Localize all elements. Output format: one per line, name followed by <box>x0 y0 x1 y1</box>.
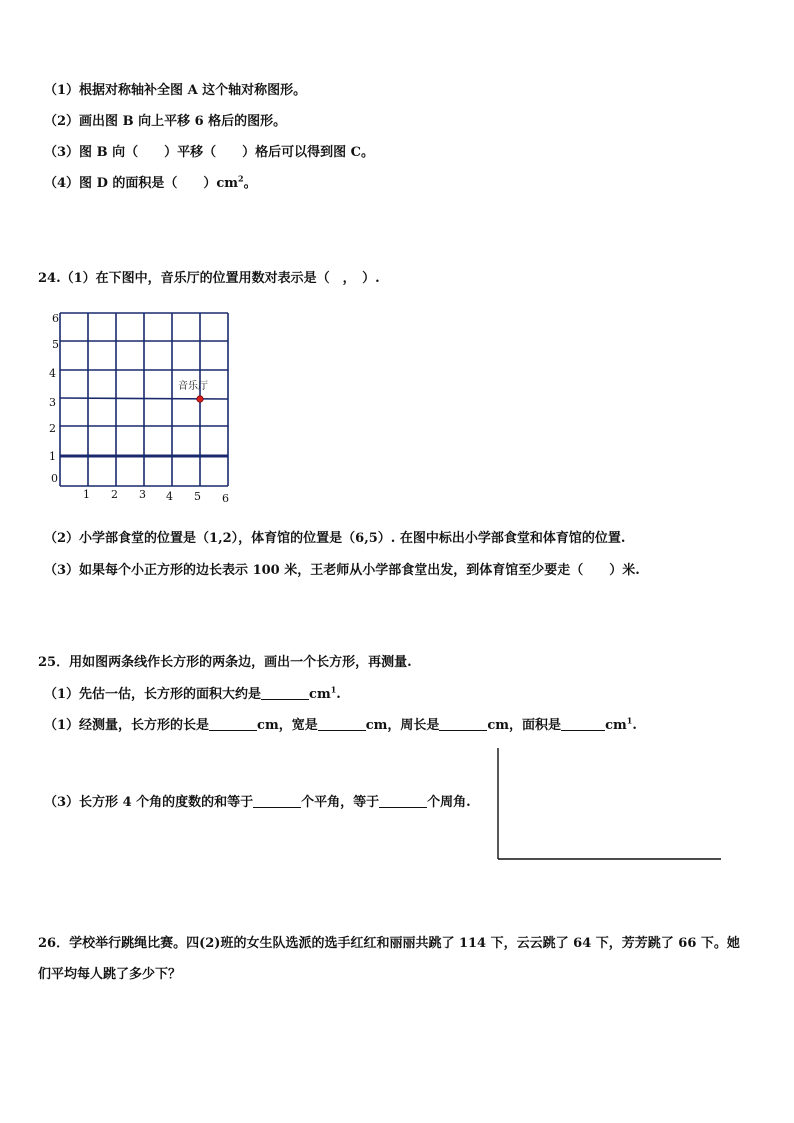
q25-part2 <box>44 717 637 735</box>
answer-blank-full-angles[interactable] <box>379 794 427 808</box>
q25-part3 <box>44 794 471 812</box>
q25-part1 <box>44 686 341 704</box>
concert-hall-point <box>197 396 203 402</box>
y-tick-2: 2 <box>49 422 56 435</box>
y-tick-1: 1 <box>49 450 56 463</box>
q23-part4 <box>44 175 257 193</box>
q25-part1-unit: cm <box>309 687 331 702</box>
q25-part1-text: （1）先估一估，长方形的面积大约是 <box>44 687 262 702</box>
rectangle-sides-figure[interactable] <box>490 745 730 865</box>
x-tick-3: 3 <box>139 488 146 501</box>
q23-part4-sup: 2 <box>238 173 244 184</box>
q25-part2-unit: cm <box>605 718 627 733</box>
q25-part2-c: cm，周长是 <box>365 718 440 733</box>
q25-part1-end: . <box>336 687 341 702</box>
x-tick-2: 2 <box>111 488 118 501</box>
y-tick-4: 4 <box>49 367 56 380</box>
q25-part2-b: cm，宽是 <box>257 718 318 733</box>
q23-part1: （1）根据对称轴补全图 A 这个轴对称图形。 <box>44 83 307 98</box>
q25-part2-d: cm，面积是 <box>487 718 562 733</box>
q23-part3: （3）图 B 向（ ）平移（ ）格后可以得到图 C。 <box>44 145 374 160</box>
x-tick-6: 6 <box>222 492 229 505</box>
q25-part1-sup: 1 <box>330 684 337 695</box>
y-tick-0: 0 <box>51 472 58 485</box>
answer-blank-straight-angles[interactable] <box>253 794 301 808</box>
answer-blank-length[interactable] <box>209 717 257 731</box>
q25-part2-end: . <box>632 718 637 733</box>
q24-part3: （3）如果每个小正方形的边长表示 100 米，王老师从小学部食堂出发，到体育馆至少要走（ ）米. <box>44 563 640 578</box>
q23-part2: （2）画出图 B 向上平移 6 格后的图形。 <box>44 114 287 129</box>
q25-part3-c: 个周角. <box>427 795 471 810</box>
answer-blank-perimeter[interactable] <box>439 717 487 731</box>
q23-part4-text: （4）图 D 的面积是（ ）cm <box>44 176 239 191</box>
q25-part3-a: （3）长方形 4 个角的度数的和等于 <box>44 795 254 810</box>
coordinate-grid[interactable] <box>44 305 244 510</box>
q25-part3-b: 个平角，等于 <box>301 795 380 810</box>
x-tick-1: 1 <box>83 488 90 501</box>
y-tick-5: 5 <box>52 338 59 351</box>
q26-line1: 26．学校举行跳绳比赛。四(2)班的女生队选派的选手红红和丽丽共跳了 114 下，云云跳了 64 下，芳芳跳了 66 下。她 <box>38 936 740 951</box>
q25-part2-sup: 1 <box>626 715 633 726</box>
concert-hall-label: 音乐厅 <box>178 381 208 392</box>
y-tick-6: 6 <box>52 312 59 325</box>
y-tick-3: 3 <box>49 396 56 409</box>
x-tick-5: 5 <box>194 490 201 503</box>
q23-part4-end: 。 <box>243 176 257 191</box>
answer-blank-area[interactable] <box>561 717 605 731</box>
q24-part2: （2）小学部食堂的位置是（1,2），体育馆的位置是（6,5）. 在图中标出小学部食堂和体育馆的位置. <box>44 531 626 546</box>
q25-part2-a: （1）经测量，长方形的长是 <box>44 718 210 733</box>
q25-stem: 25．用如图两条线作长方形的两条边，画出一个长方形，再测量. <box>38 655 412 670</box>
q26-line2: 们平均每人跳了多少下？ <box>38 967 182 982</box>
x-tick-4: 4 <box>166 490 173 503</box>
q24-stem: 24.（1）在下图中，音乐厅的位置用数对表示是（ ， ）. <box>38 271 380 286</box>
answer-blank-estimate[interactable] <box>261 686 309 700</box>
answer-blank-width[interactable] <box>318 717 366 731</box>
